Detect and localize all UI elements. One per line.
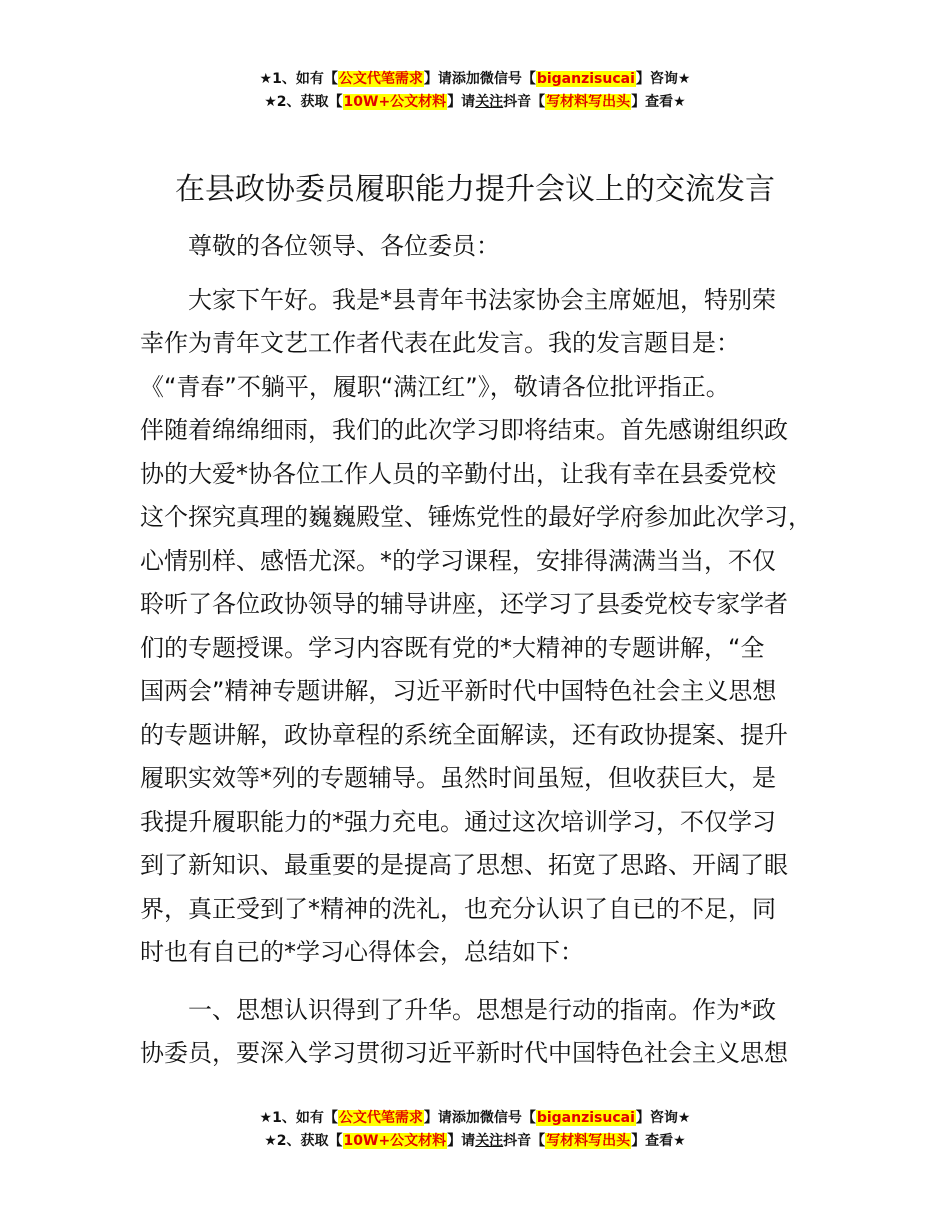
banner-highlight-douyin-account: 写材料写出头 <box>546 1133 631 1149</box>
paragraph-line: 一、思想认识得到了升华。思想是行动的指南。作为*政 <box>188 995 776 1024</box>
banner-line-2-prefix: ★2、获取【 <box>264 94 343 110</box>
paragraph-line: 履职实效等*列的专题辅导。虽然时间虽短，但收获巨大，是 <box>140 764 776 792</box>
paragraph-line: 幸作为青年文艺工作者代表在此发言。我的发言题目是： <box>140 329 740 357</box>
paragraph-line: 协委员，要深入学习贯彻习近平新时代中国特色社会主义思想 <box>140 1039 788 1067</box>
paragraph-line: 《“青春”不躺平，履职“满江红”》，敬请各位批评指正。 <box>140 372 730 401</box>
banner-line-2-middle-b: 抖音【 <box>503 1133 546 1149</box>
banner-line-1-middle: 】请添加微信号【 <box>423 71 536 87</box>
banner-line-2 <box>0 1130 950 1153</box>
paragraph-line: 心情别样、感悟尤深。*的学习课程，安排得满满当当，不仅 <box>140 546 776 575</box>
banner-highlight-ghostwriting: 公文代笔需求 <box>338 1110 423 1126</box>
paragraph-line: 大家下午好。我是*县青年书法家协会主席姬旭，特别荣 <box>188 285 776 314</box>
banner-line-1-suffix: 】咨询★ <box>635 1110 691 1126</box>
paragraph-line: 我提升履职能力的*强力充电。通过这次培训学习，不仅学习 <box>140 807 776 836</box>
banner-line-2-suffix: 】查看★ <box>631 1133 686 1149</box>
header-banner <box>0 68 950 114</box>
banner-line-1-middle: 】请添加微信号【 <box>423 1110 536 1126</box>
banner-line-1-prefix: ★1、如有【 <box>259 71 338 87</box>
banner-line-2 <box>0 91 950 114</box>
banner-underlined-follow: 关注 <box>475 1133 504 1149</box>
banner-highlight-wechat-id: biganzisucai <box>536 71 635 87</box>
banner-line-1-suffix: 】咨询★ <box>635 71 691 87</box>
banner-highlight-ghostwriting: 公文代笔需求 <box>338 71 423 87</box>
paragraph-line: 时也有自已的*学习心得体会，总结如下： <box>140 938 584 966</box>
banner-line-1-prefix: ★1、如有【 <box>259 1110 338 1126</box>
document-title: 在县政协委员履职能力提升会议上的交流发言 <box>175 172 775 207</box>
paragraph-line: 界，真正受到了*精神的洗礼，也充分认识了自已的不足，同 <box>140 894 776 923</box>
banner-highlight-materials: 10W+公文材料 <box>343 94 447 110</box>
paragraph-line: 聆听了各位政协领导的辅导讲座，还学习了县委党校专家学者 <box>140 590 788 618</box>
paragraph-2 <box>140 409 840 975</box>
paragraph-line: 伴随着绵绵细雨，我们的此次学习即将结束。首先感谢组织政 <box>140 416 788 444</box>
document-body <box>140 225 840 1076</box>
banner-line-2-middle-a: 】请 <box>447 94 476 110</box>
banner-line-2-suffix: 】查看★ <box>631 94 686 110</box>
paragraph-3 <box>140 989 840 1076</box>
paragraph-1 <box>140 279 840 410</box>
banner-underlined-follow: 关注 <box>475 94 504 110</box>
paragraph-line: 国两会”精神专题讲解，习近平新时代中国特色社会主义思想 <box>140 677 777 705</box>
paragraph-line: 协的大爱*协各位工作人员的辛勤付出，让我有幸在县委党校 <box>140 459 776 488</box>
paragraph-line: 的专题讲解，政协章程的系统全面解读，还有政协提案、提升 <box>140 720 788 749</box>
paragraph-line: 们的专题授课。学习内容既有党的*大精神的专题讲解，“全 <box>140 633 765 662</box>
banner-highlight-douyin-account: 写材料写出头 <box>546 94 631 110</box>
banner-highlight-materials: 10W+公文材料 <box>343 1133 447 1149</box>
banner-line-2-middle-b: 抖音【 <box>503 94 546 110</box>
paragraph-line: 到了新知识、最重要的是提高了思想、拓宽了思路、开阔了眼 <box>140 851 788 879</box>
banner-line-1 <box>0 1107 950 1130</box>
banner-line-2-middle-a: 】请 <box>447 1133 476 1149</box>
banner-line-2-prefix: ★2、获取【 <box>264 1133 343 1149</box>
banner-highlight-wechat-id: biganzisucai <box>536 1110 635 1126</box>
salutation: 尊敬的各位领导、各位委员： <box>188 232 500 260</box>
paragraph-line: 这个探究真理的巍巍殿堂、锤炼党性的最好学府参加此次学习， <box>140 503 812 531</box>
banner-line-1 <box>0 68 950 91</box>
footer-banner <box>0 1107 950 1153</box>
